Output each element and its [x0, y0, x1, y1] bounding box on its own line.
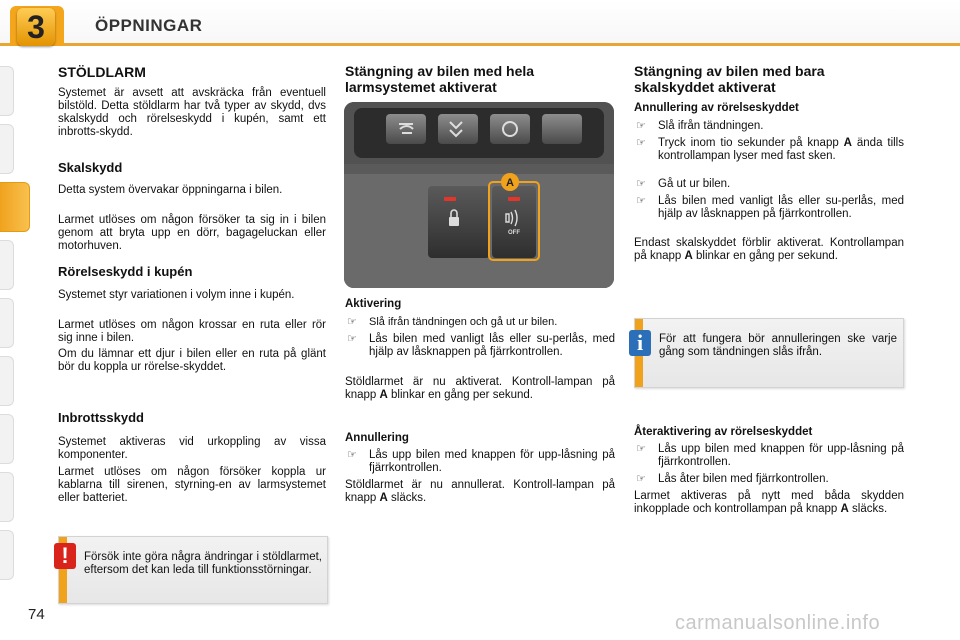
chapter-title: ÖPPNINGAR: [95, 16, 203, 35]
ateraktivering-bullet-2: ☞ Lås åter bilen med fjärrkontrollen.: [636, 473, 829, 485]
aktivering-bullet-2: ☞ Lås bilen med vanligt lås eller su-perlås, med hjälp av låsknappen på fjärrkontrollen.: [347, 333, 615, 358]
chapter-number-badge: 3: [17, 8, 55, 46]
right-heading: Stängning av bilen med bara skalskyddet aktiverat: [634, 63, 825, 95]
annullering-rorelse-bullet-2: ☞ Tryck inom tio sekunder på knapp A ända tills kontrollampan lyser med fast sken.: [636, 137, 904, 162]
rorelse-p2: Larmet utlöses om någon krossar en ruta eller rör sig inne i bilen.: [58, 319, 326, 344]
ateraktivering-bullet-1: ☞ Lås upp bilen med knappen för upp-låsning på fjärrkontrollen.: [636, 443, 904, 468]
side-tab-2[interactable]: [0, 124, 14, 174]
aktivering-bullet-1: ☞ Slå ifrån tändningen och gå ut ur bilen.: [347, 316, 558, 328]
info-note: [634, 318, 904, 388]
section-title-stoldlarm: STÖLDLARM: [58, 64, 146, 80]
annullering-rorelse-status: Endast skalskyddet förblir aktiverat. Kontrollampan på knapp A blinkar en gång per sekund.: [634, 237, 904, 262]
inbrott-p2: Larmet utlöses om någon försöker koppla ur kablarna till sirenen, styrning-en av larmsystemet eller batteriet.: [58, 466, 326, 504]
rorelse-p1: Systemet styr variationen i volym inne i kupén.: [58, 289, 295, 301]
page-number: 74: [28, 606, 45, 623]
pointing-finger-icon: ☞: [636, 137, 646, 149]
side-tab-4[interactable]: [0, 240, 14, 290]
info-note-text: För att fungera bör annulleringen ske varje gång som tändningen slås ifrån.: [659, 333, 897, 358]
photo-off-label: OFF: [508, 230, 520, 236]
watermark: carmanualsonline.info: [675, 612, 881, 634]
skalskydd-p1: Detta system övervakar öppningarna i bilen.: [58, 184, 283, 196]
side-tab-7[interactable]: [0, 414, 14, 464]
pointing-finger-icon: ☞: [347, 449, 357, 461]
side-tab-6[interactable]: [0, 356, 14, 406]
pointing-finger-icon: ☞: [636, 195, 646, 207]
heading-inbrottsskydd: Inbrottsskydd: [58, 410, 144, 425]
ateraktivering-status: Larmet aktiveras på nytt med båda skydden inkopplade och kontrollampan på knapp A släcks.: [634, 490, 904, 515]
heading-rorelseskydd: Rörelseskydd i kupén: [58, 264, 193, 279]
heading-aktivering: Aktivering: [345, 298, 402, 310]
skalskydd-p2: Larmet utlöses om någon försöker ta sig in i bilen genom att bryta upp en dörr, bagageluckan eller motorhuven.: [58, 214, 326, 252]
middle-heading: Stängning av bilen med hela larmsystemet aktiverat: [345, 63, 535, 95]
side-tab-8[interactable]: [0, 472, 14, 522]
warning-note: [58, 536, 328, 604]
side-tab-3-active[interactable]: [0, 182, 30, 232]
heading-annullering: Annullering: [345, 432, 409, 444]
pointing-finger-icon: ☞: [347, 333, 357, 345]
annullering-rorelse-bullet-1: ☞ Slå ifrån tändningen.: [636, 120, 764, 132]
warning-note-text: Försök inte göra några ändringar i stöldlarmet, eftersom det kan leda till funktionsstörningar.: [84, 551, 322, 576]
annullering-status: Stöldlarmet är nu annullerat. Kontroll-lampan på knapp A släcks.: [345, 479, 615, 504]
photo-label-a: A: [506, 177, 514, 189]
annullering-rorelse-bullet-3: ☞ Gå ut ur bilen.: [636, 178, 731, 190]
heading-skalskydd: Skalskydd: [58, 160, 123, 175]
aktivering-status: Stöldlarmet är nu aktiverat. Kontroll-lampan på knapp A blinkar en gång per sekund.: [345, 376, 615, 401]
side-tab-5[interactable]: [0, 298, 14, 348]
dashboard-switch-illustration: [344, 102, 614, 288]
dashboard-switch-photo: [344, 102, 614, 288]
pointing-finger-icon: ☞: [636, 178, 646, 190]
pointing-finger-icon: ☞: [347, 316, 357, 328]
heading-ateraktivering: Återaktivering av rörelseskyddet: [634, 426, 813, 438]
rorelse-p3: Om du lämnar ett djur i bilen eller en ruta på glänt bör du koppla ur rörelse-skyddet.: [58, 348, 326, 373]
pointing-finger-icon: ☞: [636, 443, 646, 455]
inbrott-p1: Systemet aktiveras vid urkoppling av vissa komponenter.: [58, 436, 326, 461]
pointing-finger-icon: ☞: [636, 120, 646, 132]
heading-annullering-rorelseskyddet: Annullering av rörelseskyddet: [634, 102, 799, 114]
annullering-rorelse-bullet-4: ☞ Lås bilen med vanligt lås eller su-perlås, med hjälp av låsknappen på fjärrkontrollen.: [636, 195, 904, 220]
side-tab-9[interactable]: [0, 530, 14, 580]
annullering-bullet-1: ☞ Lås upp bilen med knappen för upp-låsning på fjärrkontrollen.: [347, 449, 615, 474]
header-rule: [0, 43, 960, 46]
side-tab-1[interactable]: [0, 66, 14, 116]
pointing-finger-icon: ☞: [636, 473, 646, 485]
intro-paragraph: Systemet är avsett att avskräcka från eventuell bilstöld. Detta stöldlarm har två typer av skydd, dvs skalskydd och rörelseskydd i kupén, samt ett inbrotts-skydd.: [58, 87, 326, 138]
exclamation-icon: !: [54, 543, 76, 569]
info-icon: i: [629, 330, 651, 356]
